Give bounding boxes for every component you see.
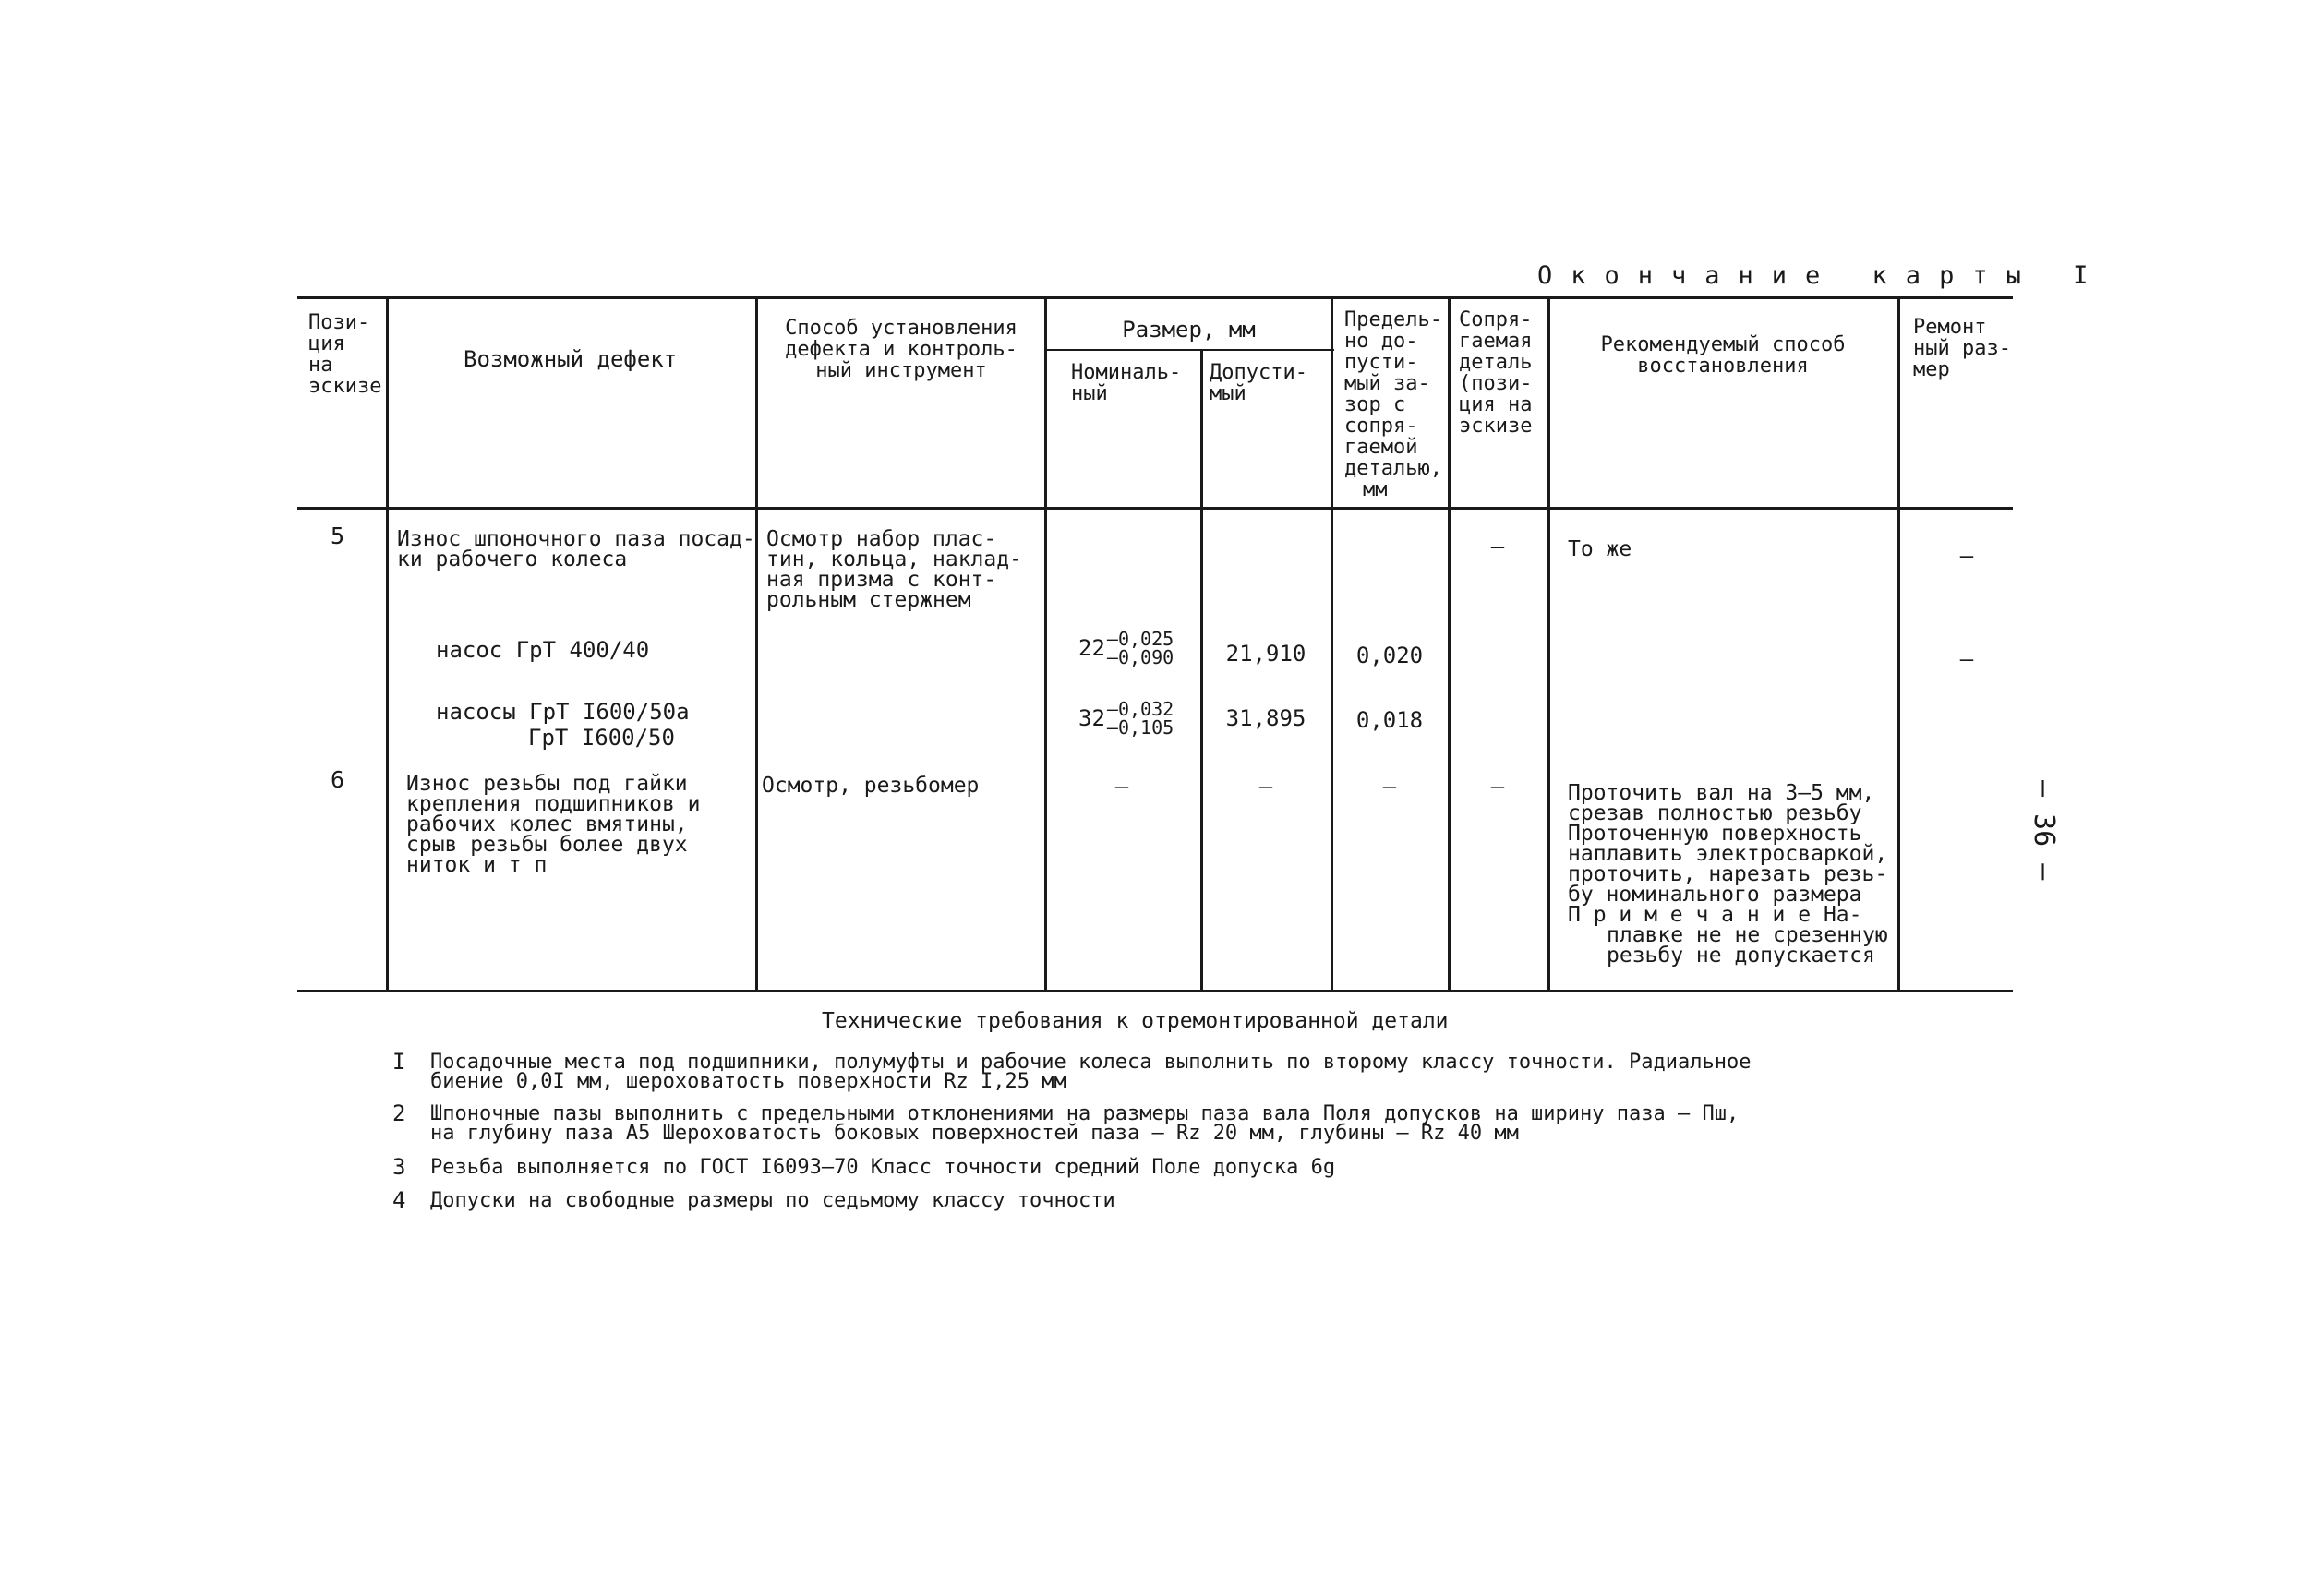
header-repair: Ремонт ный раз- мер xyxy=(1913,316,2011,381)
size-subheader-line xyxy=(1046,349,1334,351)
row5-position: 5 xyxy=(331,523,345,549)
header-method: Способ установления дефекта и контроль- ный инструмент xyxy=(785,317,1018,382)
col-divider-5 xyxy=(1331,296,1333,990)
row6-mating: – xyxy=(1490,774,1505,800)
row5-restore: То же xyxy=(1568,537,1632,561)
col-divider-3 xyxy=(1044,296,1047,990)
row5-sub1-label: насос ГрТ 400/40 xyxy=(436,637,650,663)
header-mating: Сопря- гаемая деталь (пози- ция на эскизе xyxy=(1459,308,1533,438)
header-nominal: Номиналь- ный xyxy=(1071,361,1182,405)
col-divider-2 xyxy=(755,296,758,990)
req-4-num: 4 xyxy=(392,1187,406,1213)
card-end-caption: Окончание карты I xyxy=(1537,261,2107,290)
table-bottom-border xyxy=(297,990,2013,992)
row6-restore: Проточить вал на 3–5 мм, срезав полностью резьбу Проточенную поверхность наплавить электросваркой, проточить, нарезать резь- бу номинального размера П р и м е ч а н и е На- плавке не не срезенную резьбу не допускается xyxy=(1568,781,1888,968)
header-bottom-border xyxy=(297,507,2013,510)
row5-sub2-label-2: ГрТ I600/50 xyxy=(528,725,675,751)
row5-sub1-nominal: 22 –0,025 –0,090 xyxy=(1078,628,1174,668)
col-divider-8 xyxy=(1897,296,1900,990)
row6-position: 6 xyxy=(331,766,345,793)
col-divider-4 xyxy=(1200,349,1203,990)
req-1-num: I xyxy=(392,1049,406,1075)
row5-sub2-clearance: 0,018 xyxy=(1355,707,1424,733)
row5-method: Осмотр набор плас- тин, кольца, наклад- ная призма с конт- рольным стержнем xyxy=(766,527,1022,612)
header-size-group: Размер, мм xyxy=(1122,317,1256,343)
col-divider-1 xyxy=(386,296,389,990)
row6-nominal: – xyxy=(1114,774,1129,800)
col-divider-7 xyxy=(1547,296,1550,990)
row6-defect: Износ резьбы под гайки крепления подшипников и рабочих колес вмятины, срыв резьбы более двух ниток и т п xyxy=(406,772,701,877)
row6-allowed: – xyxy=(1258,774,1273,800)
row5-sub1-allowed: 21,910 xyxy=(1225,641,1306,667)
row5-sub1-repair: – xyxy=(1959,646,1974,672)
row5-defect: Износ шпоночного паза посад- ки рабочего колеса xyxy=(397,527,755,571)
page-number: – 36 – xyxy=(2028,780,2060,881)
header-restore: Рекомендуемый способ восстановления xyxy=(1600,333,1846,378)
req-3-num: 3 xyxy=(392,1154,406,1180)
header-defect: Возможный дефект xyxy=(464,346,678,372)
row5-repair: – xyxy=(1959,543,1974,569)
header-clearance: Предель- но до- пусти- мый за- зор с сопря- гаемой деталью, мм xyxy=(1344,308,1442,501)
col-divider-6 xyxy=(1448,296,1451,990)
header-position: Пози- ция на эскизе xyxy=(308,311,382,398)
table-top-border xyxy=(297,296,2013,299)
row5-mating: – xyxy=(1490,534,1505,559)
req-2-text: Шпоночные пазы выполнить с предельными отклонениями на размеры паза вала Поля допусков на ширину паза – Пш, на глубину паза A5 Шероховатость боковых поверхностей паза – Rz 20 мм, глубины – Rz 40 мм xyxy=(430,1102,1740,1145)
row5-sub2-allowed: 31,895 xyxy=(1225,705,1306,731)
row5-sub1-clearance: 0,020 xyxy=(1355,643,1424,668)
row5-sub2-nominal: 32 –0,032 –0,105 xyxy=(1078,698,1174,739)
row6-clearance: – xyxy=(1382,774,1397,800)
requirements-title: Технические требования к отремонтированной детали xyxy=(822,1009,1449,1033)
header-allowed: Допусти- мый xyxy=(1210,361,1307,405)
row5-sub2-label-1: насосы ГрТ I600/50а xyxy=(436,699,690,725)
row6-method: Осмотр, резьбомер xyxy=(762,774,980,798)
req-1-text: Посадочные места под подшипники, полумуфты и рабочие колеса выполнить по второму классу точности. Радиальное биение 0,0I мм, шероховатость поверхности Rz I,25 мм xyxy=(430,1051,1752,1093)
req-2-num: 2 xyxy=(392,1100,406,1126)
req-3-text: Резьба выполняется по ГОСТ I6093–70 Класс точности средний Поле допуска 6g xyxy=(430,1156,1336,1179)
req-4-text: Допуски на свободные размеры по седьмому классу точности xyxy=(430,1189,1115,1212)
